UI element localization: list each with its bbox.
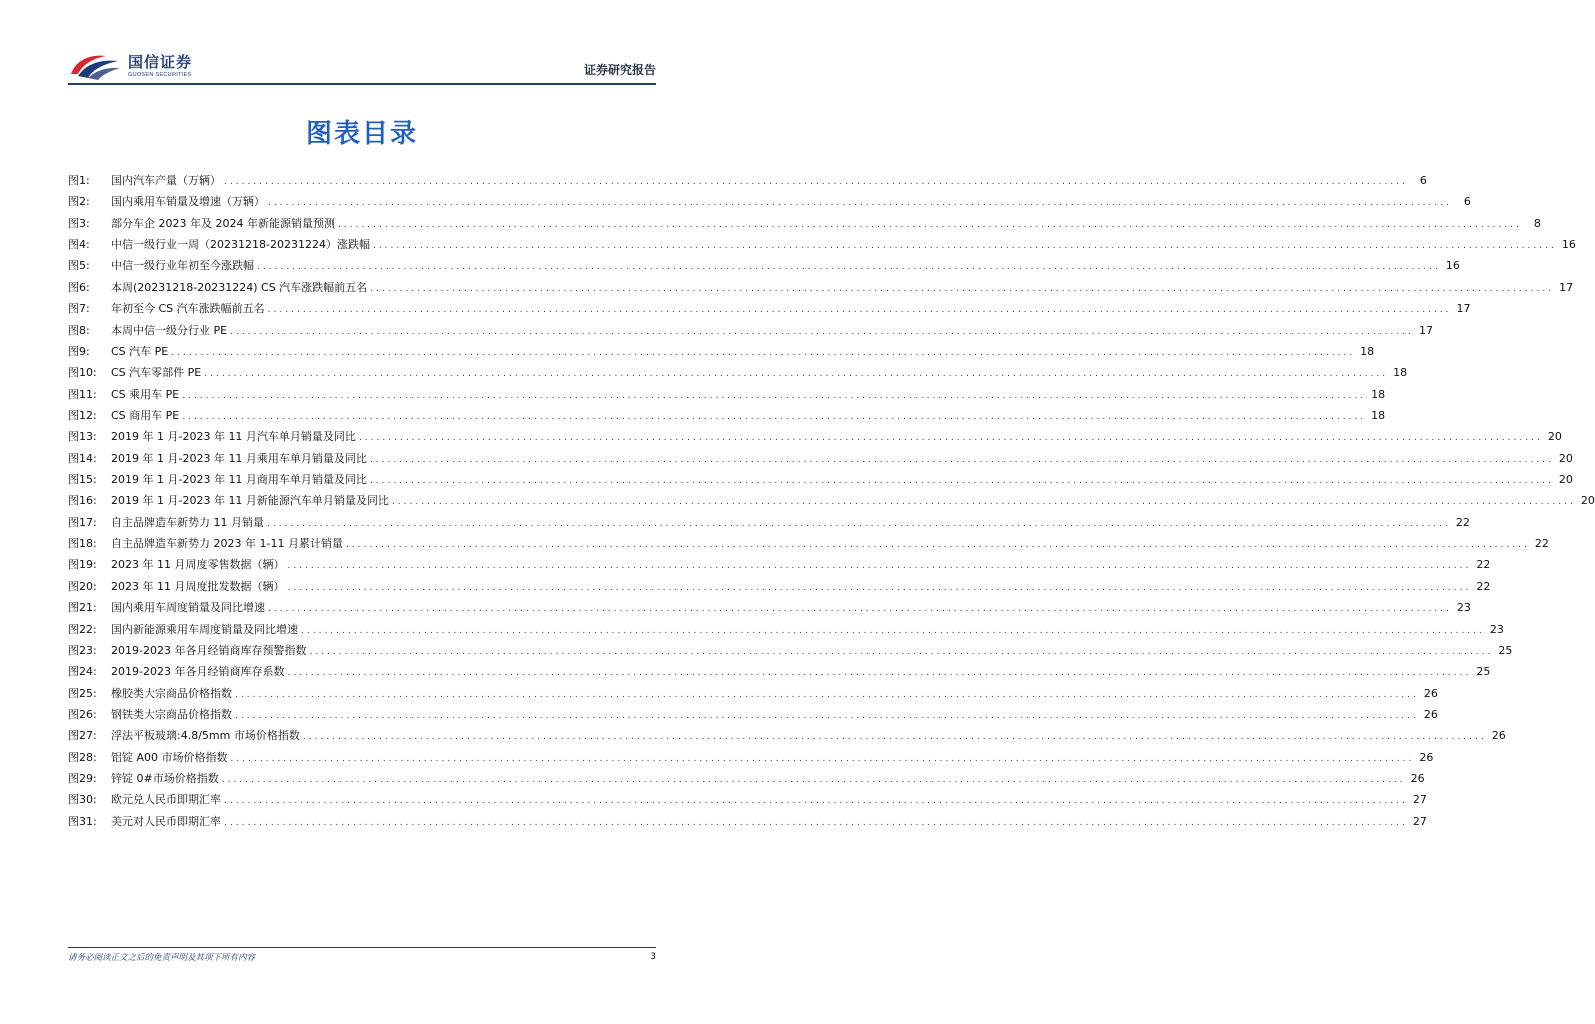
toc-entry[interactable] <box>68 789 1427 810</box>
toc-entry-page: 20 <box>1558 451 1573 465</box>
toc-leader-dots: .......................................................................................................................................................................................................... <box>337 219 1522 230</box>
toc-entry-title: 国内新能源乘用车周度销量及同比增速 <box>111 622 298 636</box>
toc-entry[interactable] <box>68 704 1438 725</box>
toc-entry-label: 图4: <box>68 238 90 252</box>
toc-entry-label: 图21: <box>68 601 97 615</box>
toc-entry-page: 20 <box>1580 494 1595 508</box>
page-header <box>68 50 656 84</box>
toc-entry-title: 自主品牌造车新势力 11 月销量 <box>111 515 264 529</box>
toc-entry-label: 图30: <box>68 793 97 807</box>
toc-leader-dots: .......................................................................................................................................................................................................... <box>235 689 1419 700</box>
toc-entry-title: 2019 年 1 月-2023 年 11 月乘用车单月销量及同比 <box>111 451 367 465</box>
toc-leader-dots: .......................................................................................................................................................................................................... <box>267 518 1451 529</box>
toc-entry-title: 美元对人民币即期汇率 <box>111 814 221 828</box>
toc-entry-label: 图16: <box>68 494 97 508</box>
toc-entry-page: 17 <box>1456 302 1471 316</box>
toc-entry-label: 图2: <box>68 195 90 209</box>
toc-entry-label: 图13: <box>68 430 97 444</box>
toc-entry[interactable] <box>68 683 1438 704</box>
toc-entry[interactable] <box>68 490 1595 511</box>
toc-entry[interactable] <box>68 512 1470 533</box>
toc-entry[interactable] <box>68 320 1433 341</box>
toc-entry-page: 26 <box>1419 750 1434 764</box>
toc-entry-label: 图25: <box>68 686 97 700</box>
toc-entry-title: 本周中信一级分行业 PE <box>111 323 228 337</box>
toc-leader-dots: .......................................................................................................................................................................................................... <box>235 710 1419 721</box>
toc-leader-dots: .......................................................................................................................................................................................................... <box>268 604 1452 615</box>
toc-entry[interactable] <box>68 661 1491 682</box>
toc-entry-label: 图22: <box>68 622 97 636</box>
guosen-logo <box>68 50 192 82</box>
toc-entry-label: 图7: <box>68 302 90 316</box>
toc-entry-title: CS 乘用车 PE <box>111 387 180 401</box>
toc-entry[interactable] <box>68 341 1375 362</box>
toc-entry[interactable] <box>68 405 1386 426</box>
toc-entry-page: 27 <box>1412 793 1427 807</box>
toc-entry[interactable] <box>68 747 1434 768</box>
toc-entry[interactable] <box>68 469 1573 490</box>
toc-entry-label: 图9: <box>68 344 90 358</box>
toc-entry[interactable] <box>68 725 1506 746</box>
toc-entry-label: 图5: <box>68 259 90 273</box>
toc-entry-title: 2019-2023 年各月经销商库存系数 <box>111 665 285 679</box>
toc-entry-title: 国内汽车产量（万辆） <box>111 174 221 187</box>
toc-entry[interactable] <box>68 768 1425 789</box>
toc-entry[interactable] <box>68 448 1573 469</box>
toc-entry-title: 铝锭 A00 市场价格指数 <box>111 750 228 764</box>
toc-entry[interactable] <box>68 619 1504 640</box>
toc-leader-dots: .......................................................................................................................................................................................................... <box>287 561 1472 572</box>
guosen-logo-icon <box>68 50 122 82</box>
toc-leader-dots: .......................................................................................................................................................................................................... <box>369 454 1554 465</box>
toc-entry-title: 钢铁类大宗商品价格指数 <box>111 707 232 721</box>
toc-entry-title: CS 商用车 PE <box>111 408 180 422</box>
toc-title: 图表目录 <box>305 119 418 149</box>
toc-entry-label: 图14: <box>68 451 97 465</box>
toc-entry-page: 22 <box>1476 558 1491 572</box>
toc-leader-dots: .......................................................................................................................................................................................................... <box>182 390 1367 401</box>
toc-entry-label: 图20: <box>68 579 97 593</box>
toc-entry-title: 欧元兑人民币即期汇率 <box>111 793 221 807</box>
toc-leader-dots: .......................................................................................................................................................................................................... <box>171 347 1356 358</box>
toc-entry[interactable] <box>68 170 1427 191</box>
toc-entry[interactable] <box>68 298 1471 319</box>
toc-entry-page: 26 <box>1410 772 1425 786</box>
toc-entry[interactable] <box>68 640 1513 661</box>
toc-entry-label: 图3: <box>68 216 90 230</box>
toc-entry-page: 18 <box>1360 344 1375 358</box>
toc-leader-dots: .......................................................................................................................................................................................................... <box>309 646 1494 657</box>
report-type-label: 证券研究报告 <box>583 63 656 77</box>
toc-entry-page: 6 <box>1463 195 1471 209</box>
toc-leader-dots: .......................................................................................................................................................................................................... <box>221 775 1406 786</box>
toc-entry-label: 图17: <box>68 515 97 529</box>
toc-entry-label: 图8: <box>68 323 90 337</box>
toc-entry-label: 图15: <box>68 473 97 487</box>
toc-entry-title: 国内乘用车销量及增速（万辆） <box>111 195 265 209</box>
toc-entry-label: 图26: <box>68 707 97 721</box>
toc-entry-label: 图6: <box>68 280 90 294</box>
toc-entry-label: 图18: <box>68 537 97 551</box>
toc-entry-title: 2019 年 1 月-2023 年 11 月商用车单月销量及同比 <box>111 473 367 487</box>
toc-entry[interactable] <box>68 362 1408 383</box>
toc-entry-page: 17 <box>1418 323 1433 337</box>
logo-english-name: GUOSEN SECURITIES <box>128 71 192 78</box>
footer-divider <box>68 947 656 948</box>
toc-entry-page: 26 <box>1423 686 1438 700</box>
toc-leader-dots: .......................................................................................................................................................................................................... <box>345 540 1530 551</box>
header-divider <box>68 83 656 85</box>
toc-entry-title: 橡胶类大宗商品价格指数 <box>111 686 232 700</box>
toc-leader-dots: .......................................................................................................................................................................................................... <box>230 326 1414 337</box>
toc-leader-dots: .......................................................................................................................................................................................................... <box>370 283 1555 294</box>
toc-entry[interactable] <box>68 213 1541 234</box>
toc-leader-dots: .......................................................................................................................................................................................................... <box>287 668 1472 679</box>
toc-entry-label: 图31: <box>68 814 97 828</box>
toc-entry[interactable] <box>68 426 1562 447</box>
toc-entry-title: 锌锭 0#市场价格指数 <box>111 772 219 786</box>
toc-leader-dots: .......................................................................................................................................................................................................... <box>372 241 1557 252</box>
toc-entry[interactable] <box>68 576 1491 597</box>
toc-entry-page: 18 <box>1393 366 1408 380</box>
toc-entry-page: 22 <box>1476 579 1491 593</box>
toc-entry-label: 图12: <box>68 408 97 422</box>
toc-entry-title: 本周(20231218-20231224) CS 汽车涨跌幅前五名 <box>111 280 368 294</box>
toc-entry-title: 自主品牌造车新势力 2023 年 1-11 月累计销量 <box>111 537 343 551</box>
toc-entry-label: 图1: <box>68 174 90 187</box>
logo-chinese-name: 国信证券 <box>128 52 193 71</box>
toc-leader-dots: .......................................................................................................................................................................................................... <box>302 732 1487 743</box>
toc-entry-page: 25 <box>1498 643 1513 657</box>
toc-entry-page: 23 <box>1456 601 1471 615</box>
toc-entry-page: 18 <box>1371 387 1386 401</box>
toc-entry-title: 部分车企 2023 年及 2024 年新能源销量预测 <box>111 216 335 230</box>
toc-leader-dots: .......................................................................................................................................................................................................... <box>369 476 1554 487</box>
toc-entry[interactable] <box>68 384 1386 405</box>
toc-entry[interactable] <box>68 554 1491 575</box>
toc-entry-title: 2019-2023 年各月经销商库存预警指数 <box>111 643 307 657</box>
toc-entry-label: 图11: <box>68 387 97 401</box>
toc-entry-page: 22 <box>1534 537 1549 551</box>
toc-entry[interactable] <box>68 811 1427 832</box>
toc-entry-page: 22 <box>1455 515 1470 529</box>
toc-entry-label: 图29: <box>68 772 97 786</box>
toc-entry-title: 中信一级行业年初至今涨跌幅 <box>111 259 254 273</box>
toc-entry-page: 27 <box>1412 814 1427 828</box>
toc-entry-page: 26 <box>1491 729 1506 743</box>
toc-entry-title: 2019 年 1 月-2023 年 11 月汽车单月销量及同比 <box>111 430 356 444</box>
toc-entry[interactable] <box>68 234 1576 255</box>
toc-leader-dots: .......................................................................................................................................................................................................... <box>267 305 1452 316</box>
toc-leader-dots: .......................................................................................................................................................................................................... <box>391 497 1576 508</box>
toc-entry-title: 中信一级行业一周（20231218-20231224）涨跌幅 <box>111 238 370 252</box>
toc-leader-dots: .......................................................................................................................................................................................................... <box>257 262 1441 273</box>
toc-entry[interactable] <box>68 533 1549 554</box>
toc-entry-label: 图28: <box>68 750 97 764</box>
toc-leader-dots: .......................................................................................................................................................................................................... <box>230 753 1415 764</box>
toc-entry-label: 图10: <box>68 366 97 380</box>
toc-leader-dots: .......................................................................................................................................................................................................... <box>268 198 1452 209</box>
toc-entry-title: CS 汽车 PE <box>111 344 169 358</box>
toc-leader-dots: .......................................................................................................................................................................................................... <box>224 177 1408 187</box>
toc-entry-title: 国内乘用车周度销量及同比增速 <box>111 601 265 615</box>
toc-entry-label: 图19: <box>68 558 97 572</box>
toc-entry-page: 25 <box>1476 665 1491 679</box>
toc-entry-page: 17 <box>1559 280 1574 294</box>
toc-entry-title: 年初至今 CS 汽车涨跌幅前五名 <box>111 302 265 316</box>
toc-leader-dots: .......................................................................................................................................................................................................... <box>301 625 1485 636</box>
toc-entry-title: CS 汽车零部件 PE <box>111 366 202 380</box>
toc-leader-dots: .......................................................................................................................................................................................................... <box>358 433 1543 444</box>
toc-entry-title: 2019 年 1 月-2023 年 11 月新能源汽车单月销量及同比 <box>111 494 389 508</box>
toc-leader-dots: .......................................................................................................................................................................................................... <box>287 582 1472 593</box>
toc-entry[interactable] <box>68 277 1574 298</box>
toc-leader-dots: .......................................................................................................................................................................................................... <box>224 796 1408 807</box>
toc-entry-label: 图23: <box>68 643 97 657</box>
toc-entry-page: 20 <box>1547 430 1562 444</box>
table-of-figures <box>68 170 1595 832</box>
toc-entry-title: 2023 年 11 月周度零售数据（辆） <box>111 558 285 572</box>
page-number: 3 <box>650 952 656 962</box>
toc-entry-title: 浮法平板玻璃:4.8/5mm 市场价格指数 <box>111 729 300 743</box>
toc-entry-page: 16 <box>1445 259 1460 273</box>
toc-leader-dots: .......................................................................................................................................................................................................... <box>204 369 1389 380</box>
toc-entry-title: 2023 年 11 月周度批发数据（辆） <box>111 579 285 593</box>
toc-entry-label: 图24: <box>68 665 97 679</box>
toc-entry-page: 6 <box>1419 174 1427 187</box>
footer-disclaimer: 请务必阅读正文之后的免责声明及其项下所有内容 <box>68 953 256 963</box>
toc-entry-page: 16 <box>1561 238 1576 252</box>
toc-entry-page: 8 <box>1533 216 1541 230</box>
toc-leader-dots: .......................................................................................................................................................................................................... <box>224 817 1408 828</box>
toc-entry-label: 图27: <box>68 729 97 743</box>
toc-entry-page: 23 <box>1489 622 1504 636</box>
toc-leader-dots: .......................................................................................................................................................................................................... <box>182 411 1367 422</box>
toc-entry[interactable] <box>68 191 1471 212</box>
toc-entry-page: 18 <box>1371 408 1386 422</box>
toc-entry-page: 20 <box>1558 473 1573 487</box>
toc-entry-page: 26 <box>1423 707 1438 721</box>
toc-entry[interactable] <box>68 597 1471 618</box>
toc-entry[interactable] <box>68 255 1460 276</box>
